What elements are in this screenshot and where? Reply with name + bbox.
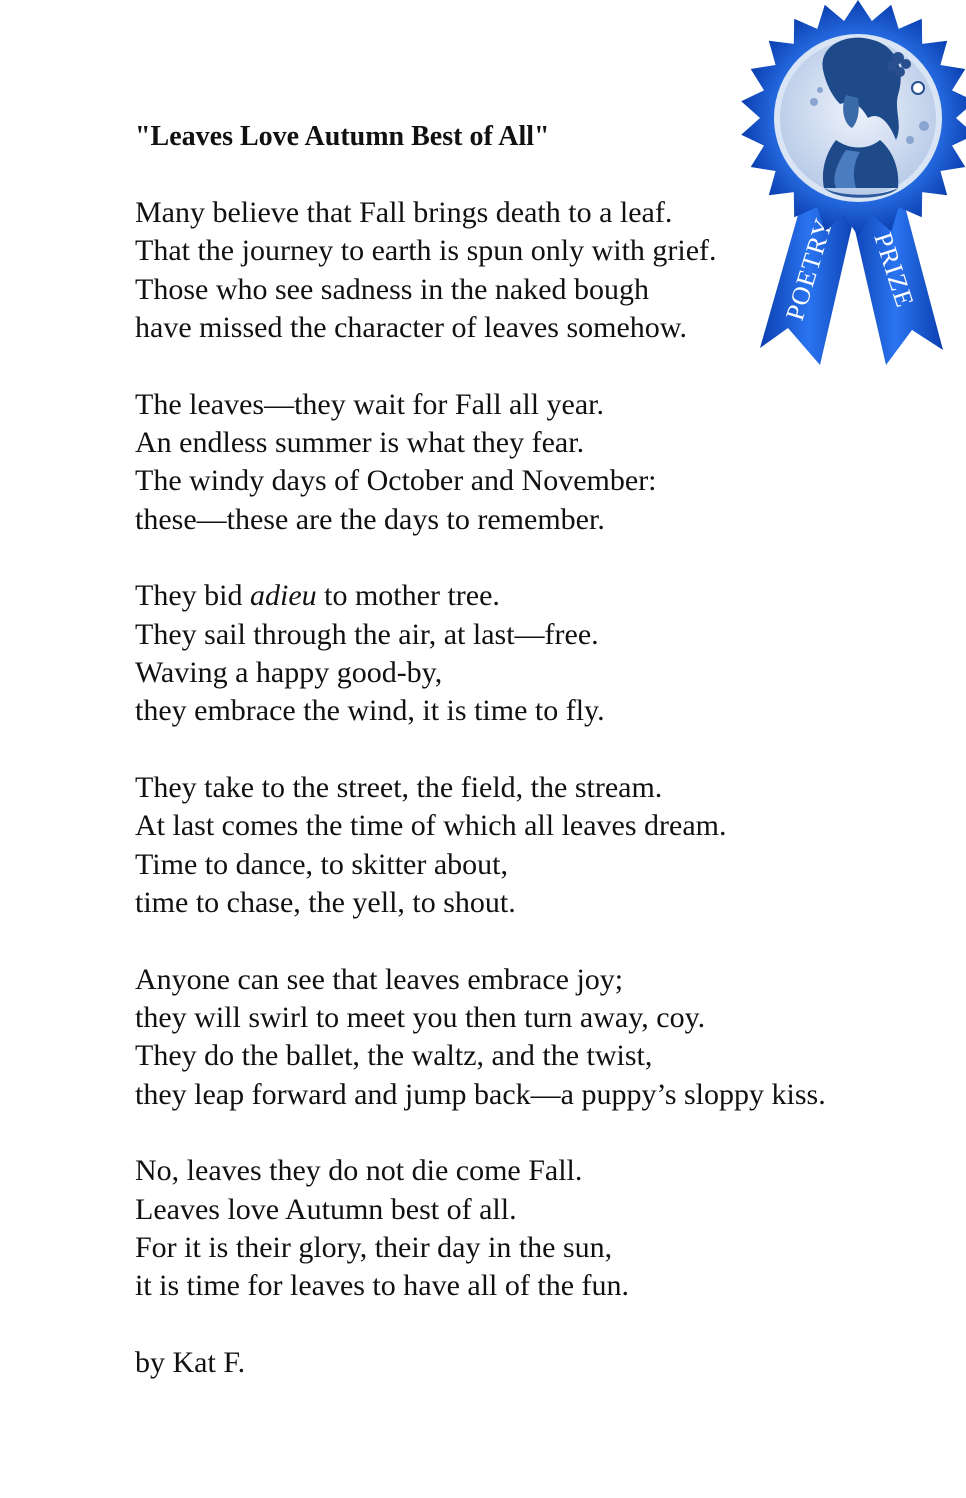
poem-line: Waving a happy good-by, xyxy=(135,655,443,689)
poem-line: Many believe that Fall brings death to a leaf. xyxy=(135,196,673,229)
poem-line: An endless summer is what they fear. xyxy=(135,425,585,459)
poem-line-end: to mother tree. xyxy=(316,579,500,613)
ribbon-left-label: POETRY xyxy=(780,214,839,324)
poem-body xyxy=(135,194,935,1382)
poem-line: they leap forward and jump back—a puppy’s sloppy kiss. xyxy=(135,1077,826,1111)
poem-line: At last comes the time of which all leaves dream. xyxy=(135,809,727,843)
poem-line: Time to dance, to skitter about, xyxy=(135,847,509,881)
poem-line xyxy=(135,577,935,615)
poem-line: it is time for leaves to have all of the fun. xyxy=(135,1269,630,1303)
poem-line: The leaves—they wait for Fall all year. xyxy=(135,387,604,421)
poem-line: They take to the street, the field, the stream. xyxy=(135,771,663,805)
stanza-2 xyxy=(135,386,935,539)
poem-line: The windy days of October and November: xyxy=(135,464,657,498)
poem-line-italic-word: adieu xyxy=(249,579,317,613)
author-byline: by Kat F. xyxy=(135,1346,246,1380)
stanza-4 xyxy=(135,769,935,922)
poem-title: "Leaves Love Autumn Best of All" xyxy=(135,121,550,152)
poem-line: No, leaves they do not die come Fall. xyxy=(135,1154,583,1188)
poem-line: they embrace the wind, it is time to fly. xyxy=(135,694,605,728)
poem-line: Leaves love Autumn best of all. xyxy=(135,1192,517,1226)
poem-line: That the journey to earth is spun only with grief. xyxy=(135,234,717,268)
poem-line: Those who see sadness in the naked bough xyxy=(135,272,650,306)
poetry-prize-ribbon-icon xyxy=(728,0,966,370)
poem-line: these—these are the days to remember. xyxy=(135,502,605,536)
poem-line: For it is their glory, their day in the sun, xyxy=(135,1231,613,1265)
ribbon-right-label: PRIZE xyxy=(868,228,920,312)
poem-line: time to chase, the yell, to shout. xyxy=(135,885,516,919)
poem-line: have missed the character of leaves somehow. xyxy=(135,310,687,344)
poem-line: Anyone can see that leaves embrace joy; xyxy=(135,962,624,996)
stanza-6 xyxy=(135,1152,935,1305)
poem-line: They sail through the air, at last—free. xyxy=(135,617,599,651)
poem-line: They do the ballet, the waltz, and the twist, xyxy=(135,1039,653,1073)
stanza-3 xyxy=(135,577,935,730)
stanza-5 xyxy=(135,961,935,1114)
poem-line: they will swirl to meet you then turn away, coy. xyxy=(135,1001,706,1035)
poem-line-start: They bid xyxy=(135,579,250,613)
